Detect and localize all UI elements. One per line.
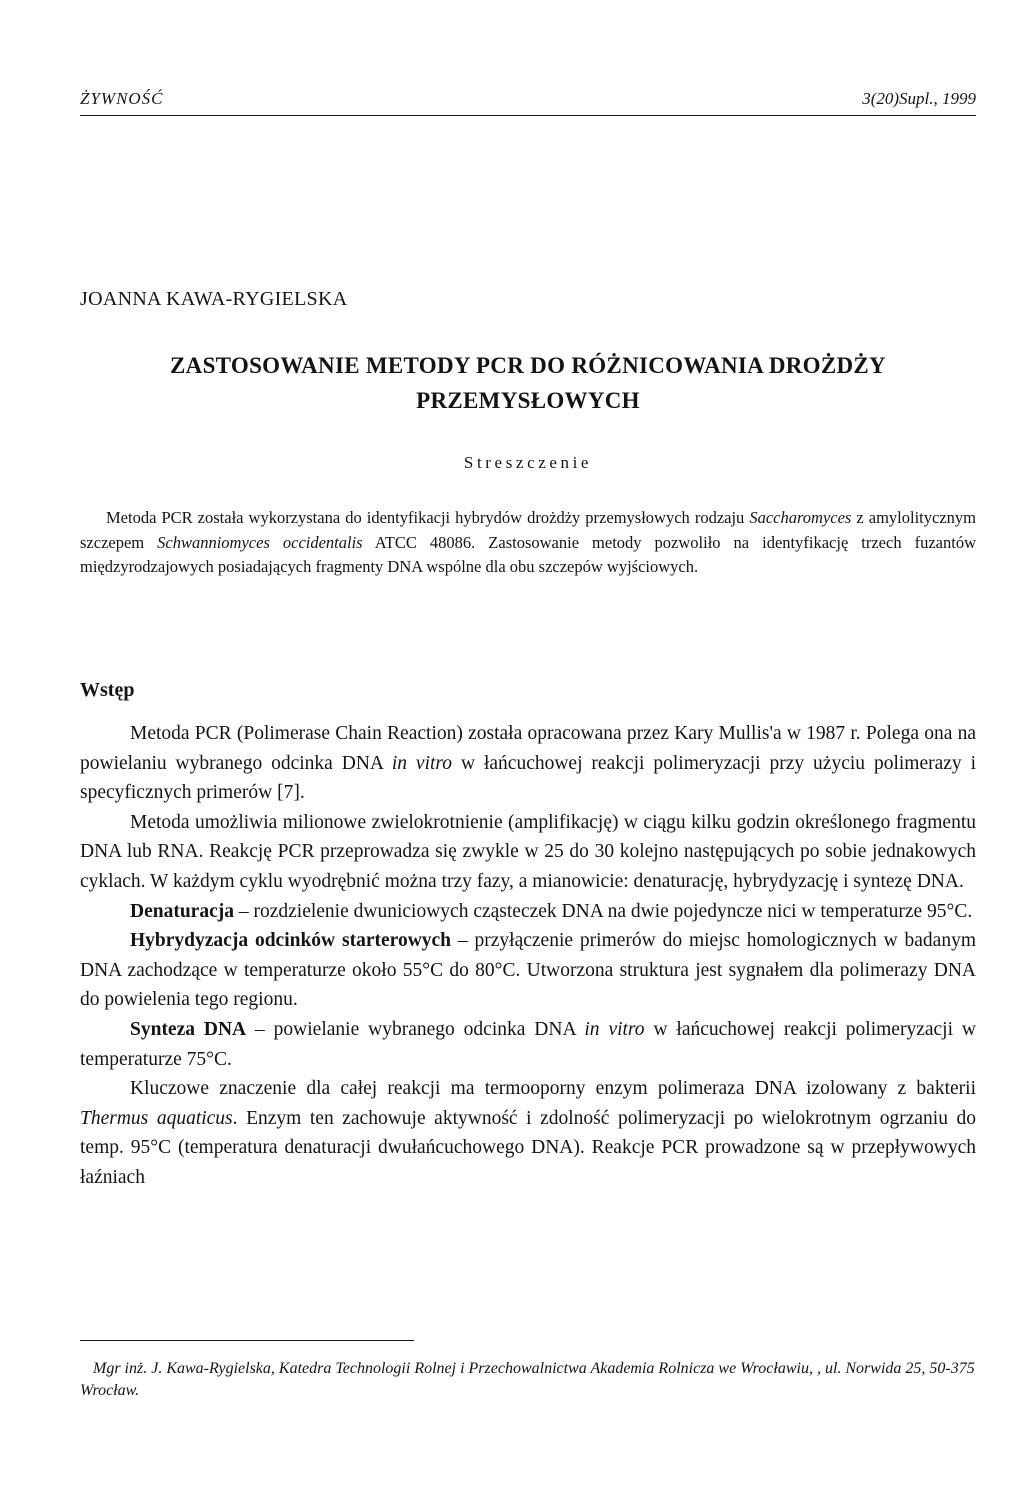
abstract-part-2: z amylolitycznym szczepem <box>80 508 976 552</box>
synthesis-text-a: – powielanie wybranego odcinka DNA <box>246 1018 585 1040</box>
section-heading-intro: Wstęp <box>80 679 135 701</box>
paragraph-denaturation <box>80 897 976 927</box>
abstract-genus: Saccharomyces <box>749 508 852 527</box>
paragraph-polymerase <box>80 1074 976 1192</box>
synthesis-text-b: w łańcuchowej reakcji polimeryzacji w temperaturze 75°C. <box>80 1018 976 1070</box>
paragraph-1 <box>80 719 976 808</box>
term-denaturation: Denaturacja <box>130 900 234 922</box>
paragraph-hybridization <box>80 926 976 1015</box>
paragraph-synthesis <box>80 1015 976 1074</box>
intro-body <box>80 719 976 1193</box>
title-line-1: ZASTOSOWANIE METODY PCR DO RÓŻNICOWANIA DROŻDŻY <box>170 353 886 378</box>
header-rule <box>80 115 976 116</box>
denaturation-text: – rozdzielenie dwuniciowych cząsteczek DNA na dwie pojedyncze nici w temperaturze 95°C. <box>233 900 973 922</box>
journal-name: ŻYWNOŚĆ <box>80 89 164 108</box>
term-synthesis: Synteza DNA <box>130 1018 247 1040</box>
hybridization-text: – przyłączenie primerów do miejsc homologicznych w badanym DNA zachodzące w temperaturze około 55°C do 80°C. Utworzona struktura jest sygnałem dla polimerazy DNA do powielenia tego regionu. <box>80 930 977 1011</box>
paragraph-1-text-a: Metoda PCR (Polimerase Chain Reaction) została opracowana przez Kary Mullis'a w 1987 r. Polega ona na powielaniu wybranego odcinka DNA <box>80 723 976 774</box>
paragraph-1-text-b: w łańcuchowej reakcji polimeryzacji przy użyciu polimerazy i specyficznych primerów [7]. <box>80 752 976 804</box>
abstract-text <box>80 506 976 580</box>
title-line-2: PRZEMYSŁOWYCH <box>416 388 640 413</box>
abstract-part-3: ATCC 48086. Zastosowanie metody pozwoliło na identyfikację trzech fuzantów międzyrodzajowych posiadających fragmenty DNA wspólne dla obu szczepów wyjściowych. <box>80 532 976 576</box>
paragraph-1-italic: in vitro <box>391 752 453 774</box>
term-hybridization: Hybrydyzacja odcinków starterowych <box>130 930 452 952</box>
abstract-heading: Streszczenie <box>463 453 593 472</box>
polymerase-text-a: Kluczowe znaczenie dla całej reakcji ma termooporny enzym polimeraza DNA izolowany z bakterii <box>130 1078 976 1100</box>
footnote-rule <box>80 1340 414 1341</box>
polymerase-species: Thermus aquaticus <box>80 1107 233 1129</box>
polymerase-text-b: . Enzym ten zachowuje aktywność i zdolność polimeryzacji po wielokrotnym ogrzaniu do temp. 95°C (temperatura denaturacji dwułańcuchowego DNA). Reakcje PCR prowadzone są w przepływowych łaźniach <box>80 1107 977 1188</box>
paper-title <box>80 348 976 418</box>
author-name: JOANNA KAWA-RYGIELSKA <box>80 288 348 310</box>
paragraph-2: Metoda umożliwia milionowe zwielokrotnienie (amplifikację) w ciągu kilku godzin określonego fragmentu DNA lub RNA. Reakcję PCR przeprowadza się zwykle w 25 do 30 kolejno następujących po sobie jednakowych cyklach. W każdym cyklu wyodrębnić można trzy fazy, a mianowicie: denaturację, hybrydyzację i syntezę DNA. <box>80 811 976 892</box>
issue-number: 3(20)Supl., 1999 <box>862 89 976 108</box>
synthesis-italic: in vitro <box>584 1018 645 1040</box>
author-footnote: Mgr inż. J. Kawa-Rygielska, Katedra Technologii Rolnej i Przechowalnictwa Akademia Rolnicza we Wrocławiu, , ul. Norwida 25, 50-375 Wrocław. <box>80 1360 975 1399</box>
abstract-species: Schwanniomyces occidentalis <box>157 532 363 552</box>
abstract-part-1: Metoda PCR została wykorzystana do identyfikacji hybrydów drożdży przemysłowych rodzaju <box>106 508 750 527</box>
